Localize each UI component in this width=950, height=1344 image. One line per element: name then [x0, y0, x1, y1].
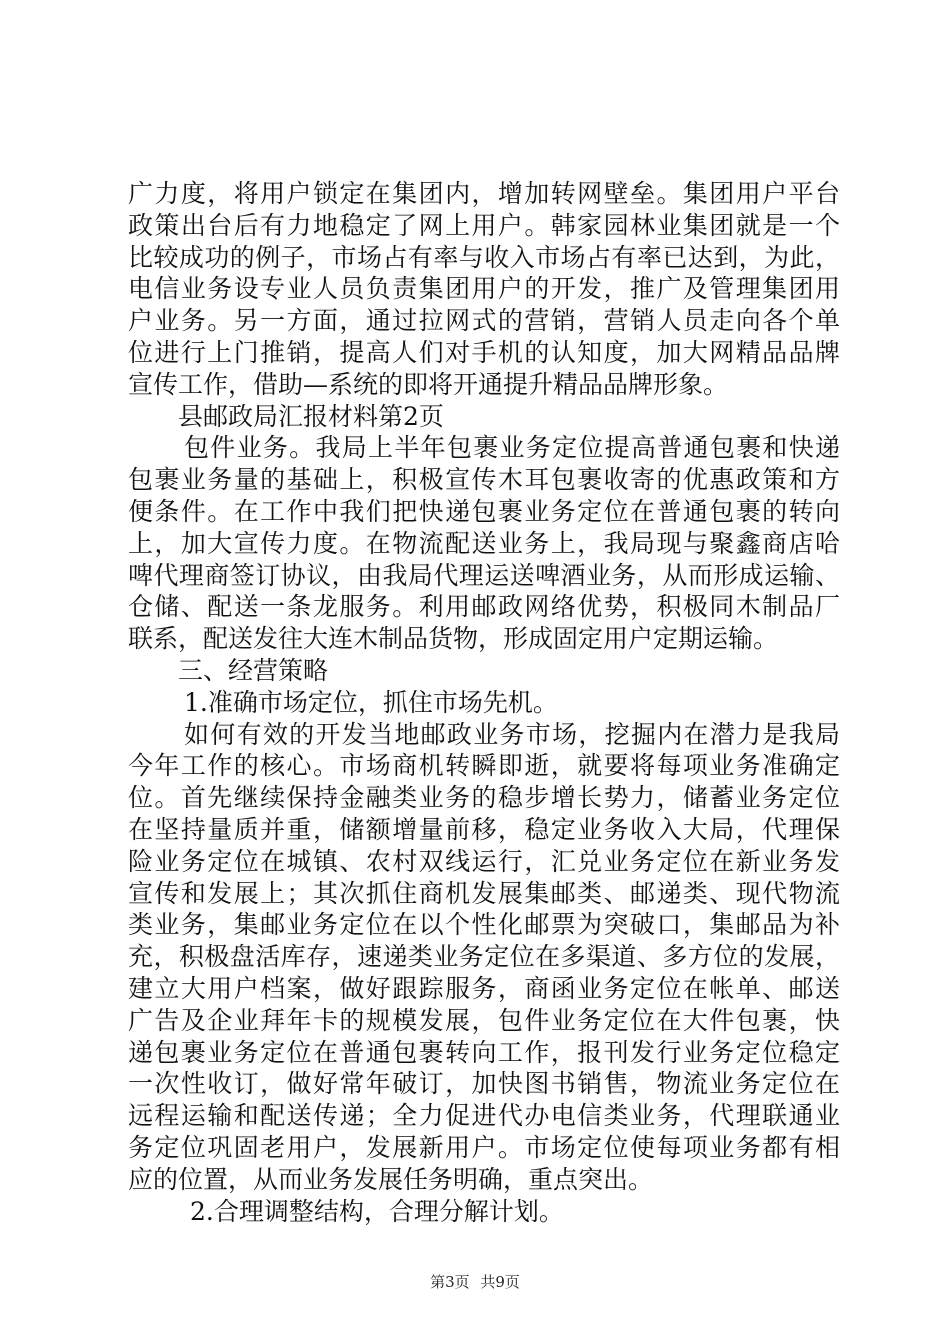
text-line: 便条件。在工作中我们把快递包裹业务定位在普通包裹的转向: [128, 496, 840, 526]
text-line: 务定位巩固老用户，发展新用户。市场定位使每项业务都有相: [128, 1132, 840, 1162]
paragraph-first-line: 如何有效的开发当地邮政业务市场，挖掘内在潜力是我局: [184, 719, 840, 749]
text-line: 广告及企业拜年卡的规模发展，包件业务定位在大件包裹，快: [128, 1005, 840, 1035]
text-line: 在坚持量质并重，储额增量前移，稳定业务收入大局，代理保: [128, 814, 840, 844]
text-line: 宣传工作，借助—系统的即将开通提升精品品牌形象。: [128, 369, 729, 399]
text-line: 广力度，将用户锁定在集团内，增加转网壁垒。集团用户平台: [128, 179, 840, 208]
paragraph-first-line: 包件业务。我局上半年包裹业务定位提高普通包裹和快递: [184, 433, 840, 463]
text-line: 政策出台后有力地稳定了网上用户。韩家园林业集团就是一个: [128, 210, 840, 240]
text-line: 包裹业务量的基础上，积极宣传木耳包裹收寄的优惠政策和方: [128, 465, 840, 495]
section-heading: 三、经营策略: [178, 655, 329, 685]
text-line: 啤代理商签订协议，由我局代理运送啤酒业务，从而形成运输、: [128, 560, 840, 590]
page-total: 共9页: [480, 1273, 520, 1291]
text-line: 电信业务设专业人员负责集团用户的开发，推广及管理集团用: [128, 274, 840, 304]
subsection-heading: 1.准确市场定位，抓住市场先机。: [184, 687, 558, 717]
text-line: 比较成功的例子，市场占有率与收入市场占有率已达到，为此，: [128, 242, 840, 272]
text-line: 充，积极盘活库存，速递类业务定位在多渠道、多方位的发展，: [128, 942, 840, 972]
page-footer: [0, 1271, 950, 1292]
text-line: 远程运输和配送传递；全力促进代办电信类业务，代理联通业: [128, 1101, 840, 1131]
page-number: 第3页: [430, 1273, 470, 1291]
subsection-heading: 2.合理调整结构，合理分解计划。: [190, 1196, 564, 1226]
text-line: 一次性收订，做好常年破订，加快图书销售，物流业务定位在: [128, 1069, 840, 1099]
document-body: [128, 178, 840, 1227]
text-line: 递包裹业务定位在普通包裹转向工作，报刊发行业务定位稳定: [128, 1037, 840, 1067]
text-line: 联系，配送发往大连木制品货物，形成固定用户定期运输。: [128, 624, 779, 654]
text-line: 仓储、配送一条龙服务。利用邮政网络优势，积极同木制品厂: [128, 592, 840, 622]
text-line: 险业务定位在城镇、农村双线运行，汇兑业务定位在新业务发: [128, 846, 840, 876]
text-line: 位。首先继续保持金融类业务的稳步增长势力，储蓄业务定位: [128, 783, 840, 813]
text-line: 类业务，集邮业务定位在以个性化邮票为突破口，集邮品为补: [128, 910, 840, 940]
text-line: 户业务。另一方面，通过拉网式的营销，营销人员走向各个单: [128, 306, 840, 336]
text-line: 宣传和发展上；其次抓住商机发展集邮类、邮递类、现代物流: [128, 878, 840, 908]
text-line: 今年工作的核心。市场商机转瞬即逝，就要将每项业务准确定: [128, 751, 840, 781]
text-line: 建立大用户档案，做好跟踪服务，商函业务定位在帐单、邮送: [128, 973, 840, 1003]
text-line: 位进行上门推销，提高人们对手机的认知度，加大网精品品牌: [128, 337, 840, 367]
text-line: 上，加大宣传力度。在物流配送业务上，我局现与聚鑫商店哈: [128, 528, 840, 558]
section-header-line: 县邮政局汇报材料第2页: [178, 401, 444, 431]
text-line: 应的位置，从而业务发展任务明确，重点突出。: [128, 1164, 654, 1194]
